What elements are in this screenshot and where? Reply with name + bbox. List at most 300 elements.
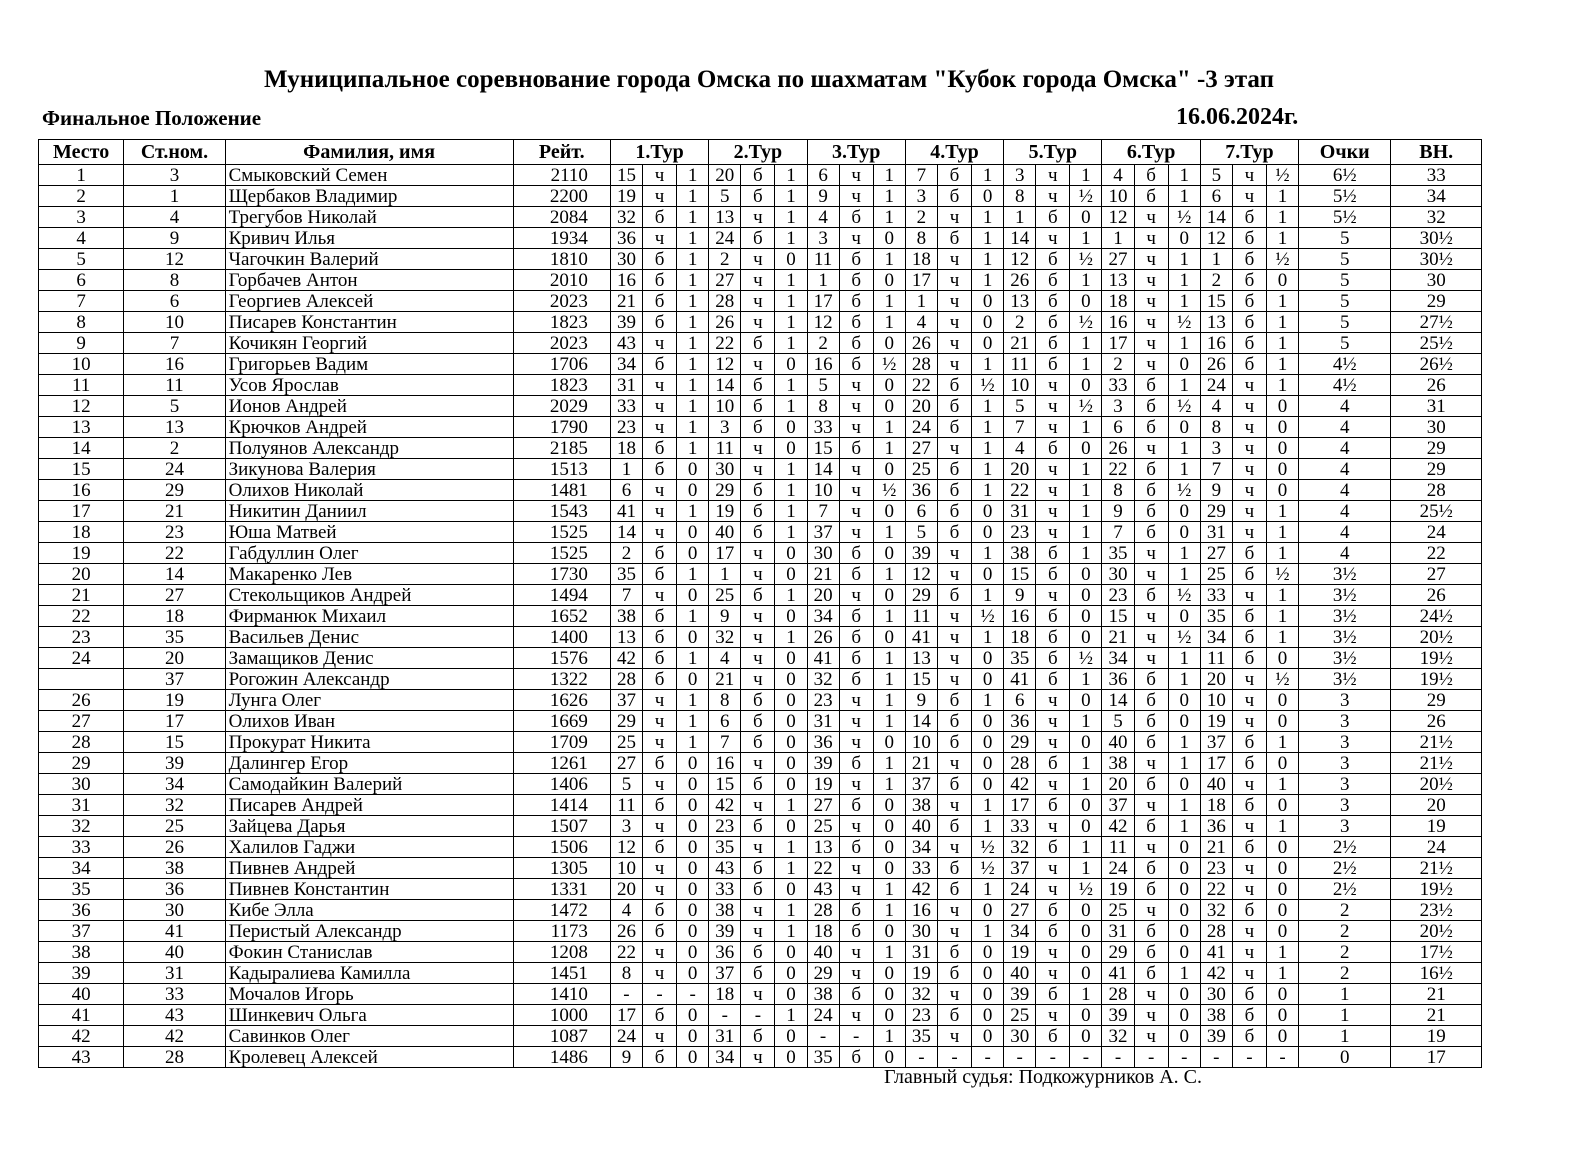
round-7-opponent-cell: 19 (1200, 711, 1232, 732)
round-4-opponent-cell: 34 (905, 837, 937, 858)
round-5-opponent-cell: 6 (1004, 690, 1036, 711)
round-1-opponent-cell: 38 (610, 606, 642, 627)
round-6-opponent-cell: 42 (1102, 816, 1134, 837)
round-4-opponent-cell: 4 (905, 312, 937, 333)
round-4-color-cell: б (937, 963, 971, 984)
round-1-color-cell: ч (643, 396, 677, 417)
round-2-opponent-cell: 3 (709, 417, 741, 438)
points-cell: 4½ (1299, 375, 1391, 396)
round-2-result-cell: 0 (775, 711, 807, 732)
rating-cell: 1823 (513, 375, 610, 396)
round-7-opponent-cell: 41 (1200, 942, 1232, 963)
round-1-opponent-cell: 11 (610, 795, 642, 816)
round-1-result-cell: 0 (677, 627, 709, 648)
round-5-result-cell: 1 (1070, 837, 1102, 858)
rating-cell: 1481 (513, 480, 610, 501)
round-7-color-cell: б (1232, 753, 1266, 774)
round-6-result-cell: 0 (1168, 522, 1200, 543)
place-cell: 10 (39, 354, 124, 375)
start-number-cell: 38 (124, 858, 225, 879)
round-2-opponent-cell: 29 (709, 480, 741, 501)
table-row (39, 543, 1482, 564)
round-5-color-cell: ч (1036, 165, 1070, 186)
points-cell: 2½ (1299, 858, 1391, 879)
round-4-result-cell: 1 (972, 690, 1004, 711)
round-3-result-cell: 0 (873, 858, 905, 879)
round-5-result-cell: 1 (1070, 774, 1102, 795)
round-5-opponent-cell: 23 (1004, 522, 1036, 543)
round-1-color-cell: ч (643, 417, 677, 438)
points-cell: 3 (1299, 795, 1391, 816)
round-3-result-cell: 0 (873, 543, 905, 564)
document-date: 16.06.2024г. (1176, 104, 1299, 130)
round-1-result-cell: 1 (677, 165, 709, 186)
points-cell: 4 (1299, 480, 1391, 501)
tiebreak-cell: 28 (1391, 480, 1482, 501)
round-5-color-cell: ч (1036, 186, 1070, 207)
tiebreak-cell: 21½ (1391, 858, 1482, 879)
round-5-opponent-cell: 10 (1004, 375, 1036, 396)
header-tiebreak: ВН. (1391, 140, 1482, 165)
round-1-color-cell: б (643, 438, 677, 459)
points-cell: 5 (1299, 312, 1391, 333)
round-3-result-cell: 0 (873, 816, 905, 837)
table-row (39, 165, 1482, 186)
round-7-result-cell: 1 (1266, 942, 1298, 963)
start-number-cell: 33 (124, 984, 225, 1005)
round-3-color-cell: ч (839, 942, 873, 963)
round-3-color-cell: б (839, 753, 873, 774)
round-2-color-cell: б (741, 711, 775, 732)
round-3-result-cell: 1 (873, 249, 905, 270)
round-1-opponent-cell: 39 (610, 312, 642, 333)
round-2-color-cell: ч (741, 354, 775, 375)
round-4-opponent-cell: 19 (905, 963, 937, 984)
round-5-result-cell: ½ (1070, 186, 1102, 207)
round-1-opponent-cell: 9 (610, 1047, 642, 1068)
round-6-opponent-cell: 34 (1102, 648, 1134, 669)
points-cell: 3 (1299, 690, 1391, 711)
header-name: Фамилия, имя (225, 140, 513, 165)
round-6-opponent-cell: 24 (1102, 858, 1134, 879)
round-2-result-cell: 0 (775, 963, 807, 984)
round-2-opponent-cell: 13 (709, 207, 741, 228)
table-row (39, 291, 1482, 312)
round-6-color-cell: б (1134, 879, 1168, 900)
round-5-color-cell: ч (1036, 396, 1070, 417)
round-6-result-cell: 1 (1168, 816, 1200, 837)
round-4-color-cell: б (937, 165, 971, 186)
round-6-result-cell: 0 (1168, 879, 1200, 900)
round-1-opponent-cell: 5 (610, 774, 642, 795)
round-2-opponent-cell: 9 (709, 606, 741, 627)
points-cell: 5 (1299, 270, 1391, 291)
table-row (39, 186, 1482, 207)
round-7-color-cell: ч (1232, 165, 1266, 186)
round-6-color-cell: ч (1134, 606, 1168, 627)
round-3-result-cell: 1 (873, 1026, 905, 1047)
round-6-opponent-cell: 33 (1102, 375, 1134, 396)
round-5-result-cell: 0 (1070, 942, 1102, 963)
round-2-opponent-cell: 28 (709, 291, 741, 312)
document-title: Муниципальное соревнование города Омска по шахматам "Кубок города Омска" -3 этап (264, 66, 1274, 93)
round-6-color-cell: ч (1134, 1026, 1168, 1047)
round-2-color-cell: ч (741, 606, 775, 627)
round-6-opponent-cell: 32 (1102, 1026, 1134, 1047)
round-5-opponent-cell: - (1004, 1047, 1036, 1068)
round-7-color-cell: ч (1232, 438, 1266, 459)
round-4-color-cell: б (937, 1005, 971, 1026)
round-2-color-cell: б (741, 1026, 775, 1047)
round-3-color-cell: б (839, 606, 873, 627)
round-4-color-cell: б (937, 711, 971, 732)
name-cell: Кадыралиева Камилла (225, 963, 513, 984)
round-5-opponent-cell: 25 (1004, 1005, 1036, 1026)
round-5-result-cell: 1 (1070, 270, 1102, 291)
round-3-color-cell: ч (839, 585, 873, 606)
round-5-opponent-cell: 40 (1004, 963, 1036, 984)
place-cell: 29 (39, 753, 124, 774)
round-6-color-cell: ч (1134, 249, 1168, 270)
round-7-opponent-cell: 17 (1200, 753, 1232, 774)
name-cell: Кочикян Георгий (225, 333, 513, 354)
round-1-opponent-cell: 22 (610, 942, 642, 963)
round-6-opponent-cell: 13 (1102, 270, 1134, 291)
tiebreak-cell: 21 (1391, 984, 1482, 1005)
name-cell: Зикунова Валерия (225, 459, 513, 480)
round-4-opponent-cell: 39 (905, 543, 937, 564)
round-5-opponent-cell: 22 (1004, 480, 1036, 501)
round-5-result-cell: 0 (1070, 963, 1102, 984)
round-3-opponent-cell: 4 (807, 207, 839, 228)
round-7-color-cell: б (1232, 1026, 1266, 1047)
table-row (39, 375, 1482, 396)
place-cell: 43 (39, 1047, 124, 1068)
table-row (39, 501, 1482, 522)
round-7-color-cell: ч (1232, 669, 1266, 690)
round-1-color-cell: ч (643, 690, 677, 711)
round-1-result-cell: - (677, 984, 709, 1005)
table-row (39, 732, 1482, 753)
round-6-color-cell: б (1134, 942, 1168, 963)
round-5-color-cell: б (1036, 753, 1070, 774)
round-3-color-cell: б (839, 543, 873, 564)
round-1-opponent-cell: 13 (610, 627, 642, 648)
round-3-color-cell: ч (839, 501, 873, 522)
rating-cell: 1331 (513, 879, 610, 900)
round-5-result-cell: 1 (1070, 459, 1102, 480)
round-5-opponent-cell: 13 (1004, 291, 1036, 312)
name-cell: Георгиев Алексей (225, 291, 513, 312)
round-2-result-cell: 1 (775, 375, 807, 396)
rating-cell: 1507 (513, 816, 610, 837)
round-4-result-cell: 1 (972, 816, 1004, 837)
round-2-opponent-cell: 32 (709, 627, 741, 648)
name-cell: Полуянов Александр (225, 438, 513, 459)
round-2-opponent-cell: 6 (709, 711, 741, 732)
round-2-color-cell: б (741, 942, 775, 963)
round-6-result-cell: 1 (1168, 165, 1200, 186)
round-6-color-cell: ч (1134, 795, 1168, 816)
round-1-color-cell: ч (643, 879, 677, 900)
round-4-color-cell: ч (937, 270, 971, 291)
round-2-result-cell: 0 (775, 942, 807, 963)
round-1-result-cell: 0 (677, 921, 709, 942)
round-5-opponent-cell: 7 (1004, 417, 1036, 438)
round-7-opponent-cell: 7 (1200, 459, 1232, 480)
place-cell: 42 (39, 1026, 124, 1047)
round-7-color-cell: б (1232, 732, 1266, 753)
round-3-result-cell: 1 (873, 165, 905, 186)
tiebreak-cell: 21½ (1391, 753, 1482, 774)
table-row (39, 648, 1482, 669)
round-1-opponent-cell: 29 (610, 711, 642, 732)
round-4-color-cell: б (937, 375, 971, 396)
round-2-result-cell: 0 (775, 816, 807, 837)
round-6-opponent-cell: 31 (1102, 921, 1134, 942)
round-7-color-cell: б (1232, 354, 1266, 375)
round-1-color-cell: б (643, 921, 677, 942)
round-2-color-cell: ч (741, 312, 775, 333)
round-7-color-cell: б (1232, 291, 1266, 312)
name-cell: Халилов Гаджи (225, 837, 513, 858)
round-4-color-cell: ч (937, 921, 971, 942)
round-3-opponent-cell: 28 (807, 900, 839, 921)
round-2-color-cell: б (741, 165, 775, 186)
points-cell: 3 (1299, 732, 1391, 753)
tiebreak-cell: 33 (1391, 165, 1482, 186)
start-number-cell: 4 (124, 207, 225, 228)
round-5-opponent-cell: 41 (1004, 669, 1036, 690)
round-2-result-cell: 0 (775, 690, 807, 711)
round-2-result-cell: 0 (775, 879, 807, 900)
round-2-result-cell: 1 (775, 270, 807, 291)
round-2-opponent-cell: 14 (709, 375, 741, 396)
round-6-opponent-cell: 11 (1102, 837, 1134, 858)
round-6-opponent-cell: 9 (1102, 501, 1134, 522)
round-5-result-cell: 1 (1070, 858, 1102, 879)
round-3-opponent-cell: 27 (807, 795, 839, 816)
round-3-color-cell: б (839, 354, 873, 375)
round-2-result-cell: 1 (775, 900, 807, 921)
round-1-color-cell: ч (643, 186, 677, 207)
round-1-opponent-cell: 41 (610, 501, 642, 522)
name-cell: Далингер Егор (225, 753, 513, 774)
round-2-result-cell: 0 (775, 1047, 807, 1068)
round-4-result-cell: 0 (972, 312, 1004, 333)
round-2-result-cell: 1 (775, 501, 807, 522)
round-2-opponent-cell: - (709, 1005, 741, 1026)
round-5-result-cell: 0 (1070, 585, 1102, 606)
round-5-result-cell: 1 (1070, 501, 1102, 522)
round-2-opponent-cell: 10 (709, 396, 741, 417)
points-cell: 4 (1299, 459, 1391, 480)
round-6-opponent-cell: 36 (1102, 669, 1134, 690)
table-row (39, 1047, 1482, 1068)
round-7-result-cell: ½ (1266, 165, 1298, 186)
round-6-color-cell: ч (1134, 564, 1168, 585)
place-cell: 37 (39, 921, 124, 942)
round-3-result-cell: 0 (873, 837, 905, 858)
round-1-opponent-cell: 23 (610, 417, 642, 438)
round-7-opponent-cell: 15 (1200, 291, 1232, 312)
round-3-result-cell: ½ (873, 480, 905, 501)
place-cell: 28 (39, 732, 124, 753)
points-cell: 3½ (1299, 585, 1391, 606)
round-7-color-cell: ч (1232, 774, 1266, 795)
round-1-opponent-cell: 28 (610, 669, 642, 690)
start-number-cell: 36 (124, 879, 225, 900)
round-1-result-cell: 1 (677, 375, 709, 396)
round-1-opponent-cell: 15 (610, 165, 642, 186)
round-2-color-cell: б (741, 816, 775, 837)
round-6-result-cell: 1 (1168, 270, 1200, 291)
round-2-opponent-cell: 21 (709, 669, 741, 690)
round-6-result-cell: 1 (1168, 249, 1200, 270)
round-1-result-cell: 0 (677, 480, 709, 501)
table-row (39, 753, 1482, 774)
name-cell: Шинкевич Ольга (225, 1005, 513, 1026)
round-4-color-cell: ч (937, 207, 971, 228)
round-5-result-cell: 1 (1070, 522, 1102, 543)
start-number-cell: 35 (124, 627, 225, 648)
round-3-opponent-cell: - (807, 1026, 839, 1047)
tiebreak-cell: 32 (1391, 207, 1482, 228)
round-6-result-cell: ½ (1168, 627, 1200, 648)
rating-cell: 1709 (513, 732, 610, 753)
round-6-color-cell: б (1134, 459, 1168, 480)
round-6-opponent-cell: 23 (1102, 585, 1134, 606)
round-3-opponent-cell: 25 (807, 816, 839, 837)
round-3-result-cell: 1 (873, 291, 905, 312)
round-1-opponent-cell: 27 (610, 753, 642, 774)
round-7-result-cell: 0 (1266, 270, 1298, 291)
round-7-color-cell: ч (1232, 396, 1266, 417)
start-number-cell: 41 (124, 921, 225, 942)
round-7-result-cell: ½ (1266, 564, 1298, 585)
name-cell: Крючков Андрей (225, 417, 513, 438)
round-4-color-cell: б (937, 690, 971, 711)
start-number-cell: 22 (124, 543, 225, 564)
name-cell: Прокурат Никита (225, 732, 513, 753)
round-2-color-cell: ч (741, 795, 775, 816)
round-4-result-cell: ½ (972, 837, 1004, 858)
round-1-color-cell: ч (643, 858, 677, 879)
name-cell: Васильев Денис (225, 627, 513, 648)
round-6-color-cell: ч (1134, 900, 1168, 921)
round-7-color-cell: б (1232, 564, 1266, 585)
round-3-opponent-cell: 22 (807, 858, 839, 879)
place-cell: 41 (39, 1005, 124, 1026)
round-5-color-cell: б (1036, 543, 1070, 564)
round-2-result-cell: 1 (775, 1005, 807, 1026)
round-4-opponent-cell: 30 (905, 921, 937, 942)
round-1-opponent-cell: 21 (610, 291, 642, 312)
round-7-result-cell: 1 (1266, 312, 1298, 333)
round-1-result-cell: 0 (677, 1005, 709, 1026)
round-6-opponent-cell: 21 (1102, 627, 1134, 648)
round-6-color-cell: б (1134, 774, 1168, 795)
header-round-2: 2.Тур (709, 140, 807, 165)
place-cell: 2 (39, 186, 124, 207)
round-2-color-cell: б (741, 963, 775, 984)
round-7-opponent-cell: 12 (1200, 228, 1232, 249)
points-cell: 4 (1299, 417, 1391, 438)
round-2-opponent-cell: 18 (709, 984, 741, 1005)
round-5-result-cell: 1 (1070, 228, 1102, 249)
round-1-color-cell: ч (643, 774, 677, 795)
points-cell: 4 (1299, 543, 1391, 564)
tiebreak-cell: 23½ (1391, 900, 1482, 921)
points-cell: 6½ (1299, 165, 1391, 186)
round-7-opponent-cell: 1 (1200, 249, 1232, 270)
round-3-result-cell: 1 (873, 186, 905, 207)
place-cell: 14 (39, 438, 124, 459)
round-4-color-cell: ч (937, 249, 971, 270)
round-6-color-cell: ч (1134, 837, 1168, 858)
points-cell: 3½ (1299, 627, 1391, 648)
round-3-opponent-cell: 39 (807, 753, 839, 774)
tiebreak-cell: 21 (1391, 1005, 1482, 1026)
round-4-result-cell: 1 (972, 207, 1004, 228)
round-5-result-cell: 0 (1070, 606, 1102, 627)
start-number-cell: 14 (124, 564, 225, 585)
round-1-color-cell: б (643, 459, 677, 480)
rating-cell: 1406 (513, 774, 610, 795)
tiebreak-cell: 31 (1391, 396, 1482, 417)
round-2-result-cell: 1 (775, 207, 807, 228)
place-cell: 34 (39, 858, 124, 879)
round-1-result-cell: 1 (677, 564, 709, 585)
round-5-color-cell: ч (1036, 459, 1070, 480)
round-6-color-cell: ч (1134, 753, 1168, 774)
place-cell: 11 (39, 375, 124, 396)
round-4-result-cell: 0 (972, 711, 1004, 732)
round-7-result-cell: ½ (1266, 249, 1298, 270)
round-7-opponent-cell: 22 (1200, 879, 1232, 900)
rating-cell: 1305 (513, 858, 610, 879)
round-7-result-cell: 1 (1266, 627, 1298, 648)
round-1-result-cell: 1 (677, 438, 709, 459)
round-4-opponent-cell: 36 (905, 480, 937, 501)
round-5-color-cell: б (1036, 333, 1070, 354)
round-3-opponent-cell: 24 (807, 1005, 839, 1026)
round-1-color-cell: б (643, 1047, 677, 1068)
name-cell: Габдуллин Олег (225, 543, 513, 564)
round-7-opponent-cell: 28 (1200, 921, 1232, 942)
rating-cell: 2029 (513, 396, 610, 417)
round-6-color-cell: б (1134, 165, 1168, 186)
round-3-opponent-cell: 2 (807, 333, 839, 354)
table-row (39, 606, 1482, 627)
round-1-opponent-cell: 34 (610, 354, 642, 375)
round-2-opponent-cell: 38 (709, 900, 741, 921)
round-1-result-cell: 1 (677, 228, 709, 249)
round-1-opponent-cell: 31 (610, 375, 642, 396)
round-3-result-cell: 0 (873, 501, 905, 522)
round-4-opponent-cell: 29 (905, 585, 937, 606)
round-3-opponent-cell: 16 (807, 354, 839, 375)
round-5-result-cell: - (1070, 1047, 1102, 1068)
round-2-opponent-cell: 31 (709, 1026, 741, 1047)
round-4-opponent-cell: 16 (905, 900, 937, 921)
round-6-result-cell: 0 (1168, 606, 1200, 627)
round-2-result-cell: 1 (775, 837, 807, 858)
round-4-result-cell: 0 (972, 522, 1004, 543)
round-5-color-cell: б (1036, 291, 1070, 312)
round-3-color-cell: б (839, 333, 873, 354)
start-number-cell: 15 (124, 732, 225, 753)
